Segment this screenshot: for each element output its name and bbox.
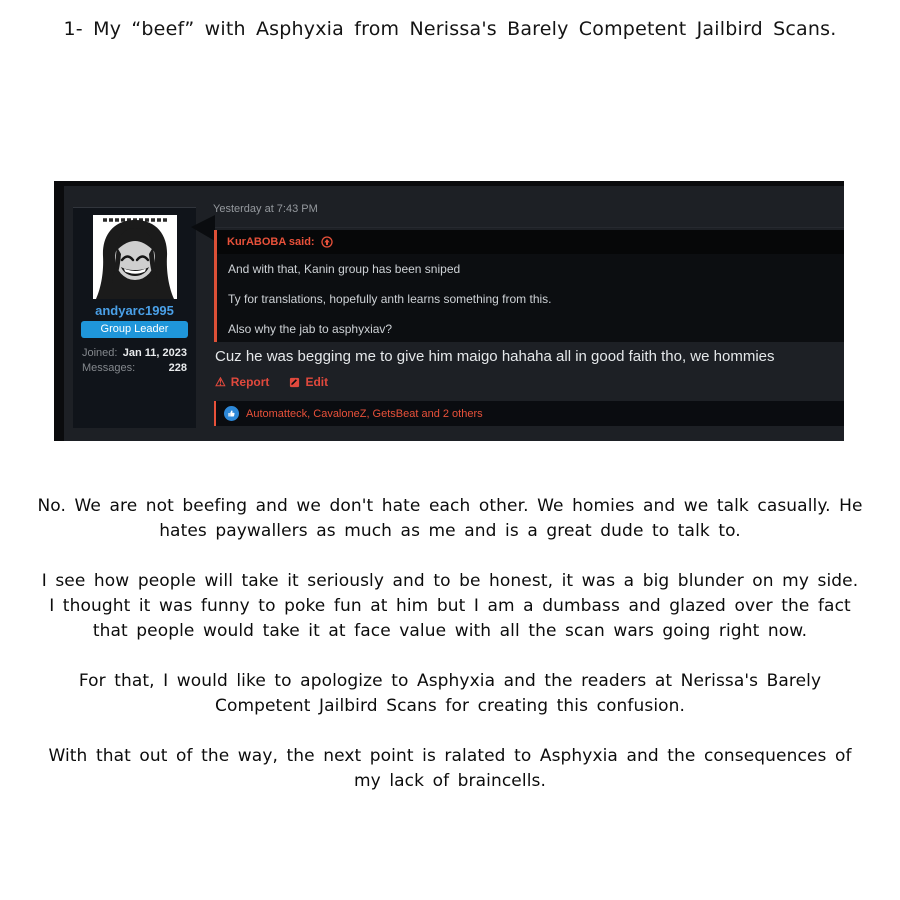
quote-attribution: KurABOBA said: — [227, 236, 315, 248]
joined-value: Jan 11, 2023 — [122, 347, 187, 359]
joined-row — [82, 346, 187, 361]
forum-screenshot — [54, 181, 844, 441]
quote-header[interactable] — [217, 230, 844, 254]
like-reaction-icon — [224, 406, 239, 421]
post-timestamp[interactable]: Yesterday at 7:43 PM — [213, 203, 318, 215]
paragraph-apology: For that, I would like to apologize to Asphyxia and the readers at Nerissa's Barely Competent Jailbird Scans for creating this confusion. — [78, 671, 822, 716]
paragraph-next-point: With that out of the way, the next point is ralated to Asphyxia and the consequences of my lack of braincells. — [48, 746, 852, 791]
forum-post-panel — [64, 186, 844, 441]
quote-block — [214, 230, 844, 342]
message-bubble-arrow — [191, 215, 215, 241]
page-title: 1- My “beef” with Asphyxia from Nerissa's Barely Competent Jailbird Scans. — [63, 18, 837, 40]
report-button[interactable] — [215, 375, 269, 389]
avatar-girl-drawing — [93, 215, 177, 299]
header-divider — [213, 227, 844, 228]
reply-text: Cuz he was begging me to give him maigo hahaha all in good faith tho, we hommies — [215, 348, 775, 365]
joined-label: Joined: — [82, 347, 118, 359]
edit-button[interactable] — [289, 375, 328, 389]
body-paragraphs — [36, 494, 864, 819]
goto-quoted-post-icon[interactable] — [321, 236, 333, 248]
edit-label: Edit — [305, 375, 329, 389]
avatar[interactable] — [93, 215, 177, 299]
user-panel — [73, 207, 196, 428]
role-badge: Group Leader — [81, 321, 188, 338]
quote-line: Ty for translations, hopefully anth learns something from this. — [228, 292, 552, 306]
reactions-bar[interactable] — [214, 401, 844, 426]
warning-triangle-icon: ⚠ — [215, 375, 226, 389]
messages-value: 228 — [168, 362, 187, 374]
username-link[interactable]: andyarc1995 — [95, 303, 174, 318]
quote-line: And with that, Kanin group has been sniped — [228, 262, 461, 276]
post-actions — [215, 375, 328, 389]
messages-row — [82, 361, 187, 376]
user-stats — [73, 346, 196, 376]
quote-line: Also why the jab to asphyxiav? — [228, 322, 393, 336]
paragraph-blunder: I see how people will take it seriously and to be honest, it was a big blunder on my side. I thought it was funny to poke fun at him but I am a dumbass and glazed over the fact that people would take it at face value with all the scan wars going right now. — [41, 571, 859, 641]
messages-label: Messages: — [82, 362, 136, 374]
paragraph-not-beefing: No. We are not beefing and we don't hate each other. We homies and we talk casually. He hates paywallers as much as me and is a great dude to talk to. — [37, 496, 863, 541]
quote-body — [217, 254, 844, 342]
reactions-list[interactable]: Automatteck, CavaloneZ, GetsBeat and 2 others — [246, 407, 483, 420]
report-label: Report — [230, 375, 270, 389]
edit-pencil-icon — [289, 377, 300, 388]
